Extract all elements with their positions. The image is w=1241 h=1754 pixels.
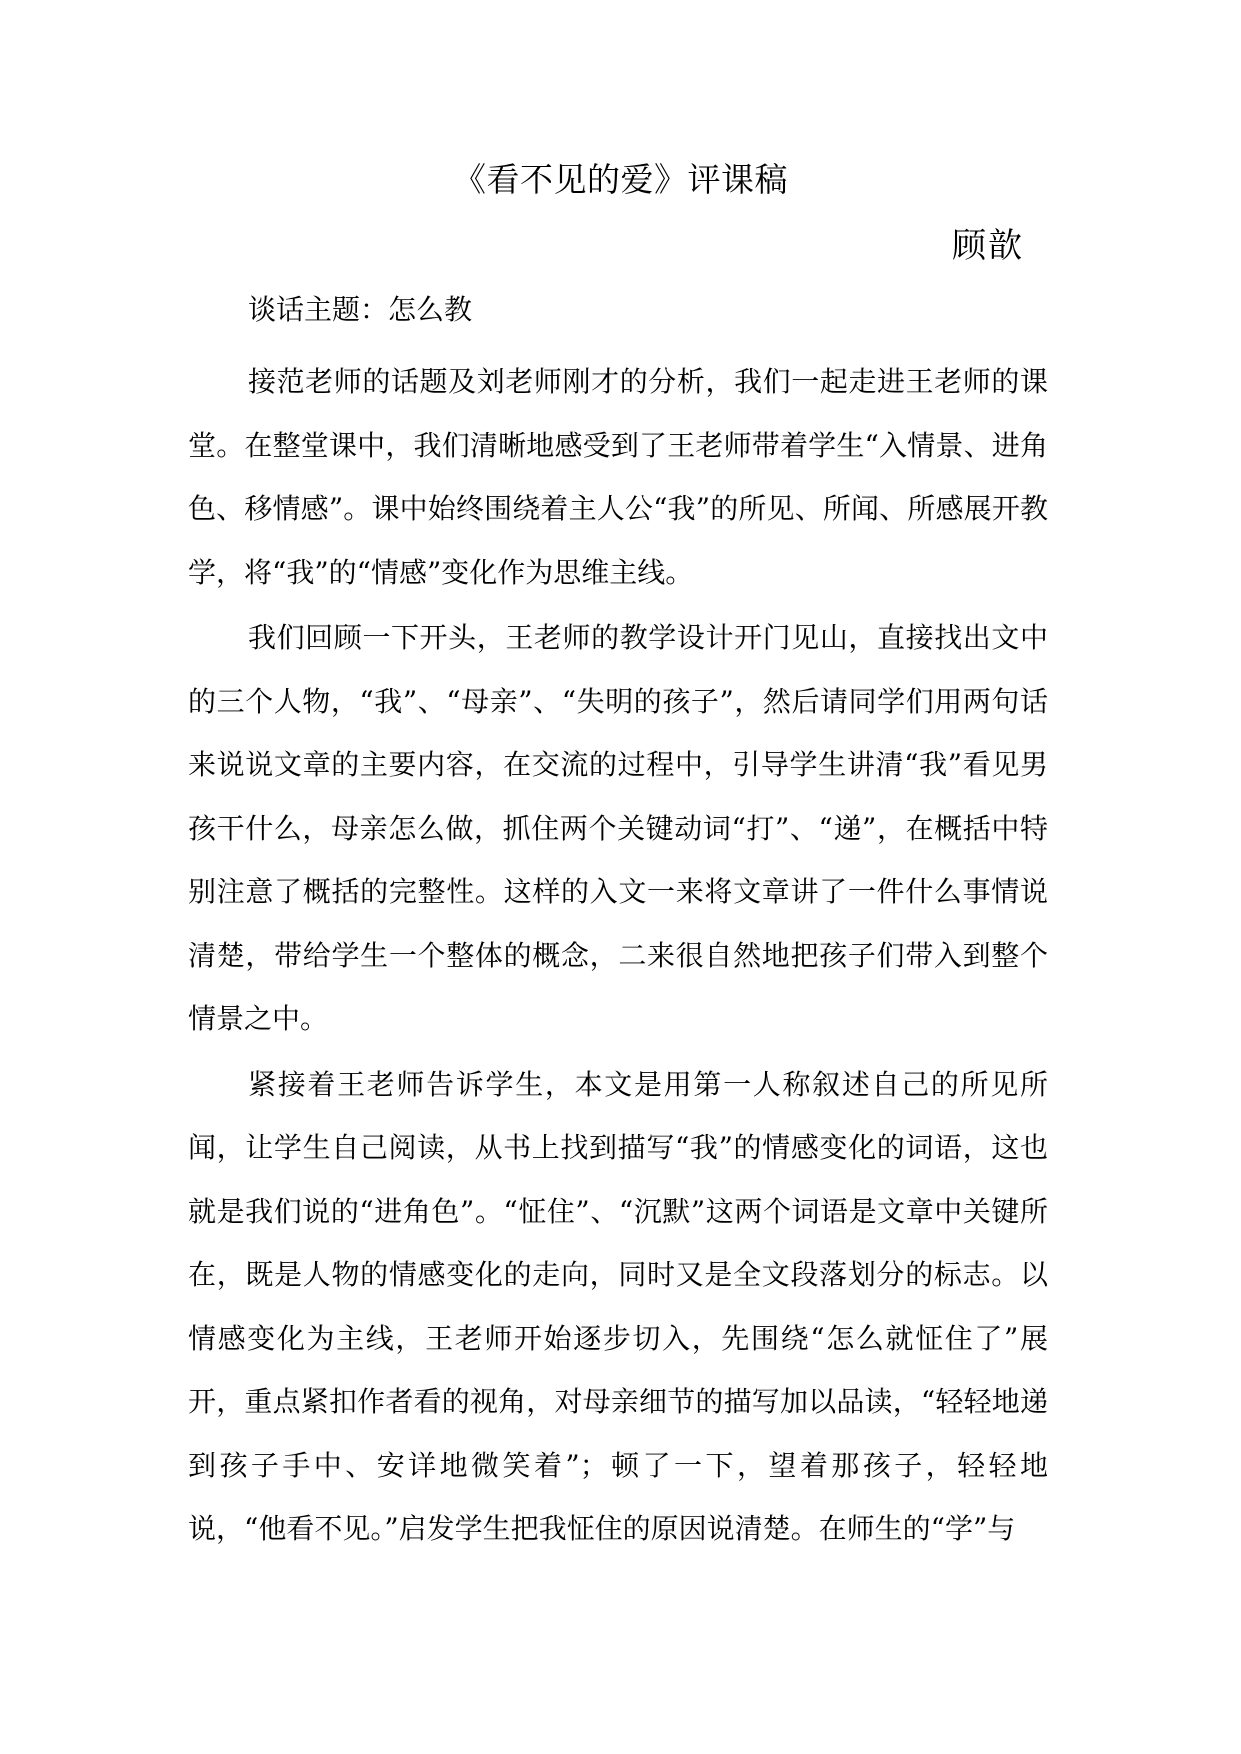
- document-title: 《看不见的爱》评课稿: [453, 160, 788, 199]
- document-body: [188, 350, 1048, 1563]
- discussion-topic: 谈话主题：怎么教: [248, 293, 473, 326]
- paragraph: 紧接着王老师告诉学生，本文是用第一人称叙述自己的所见所闻，让学生自己阅读，从书上找到描写“我”的情感变化的词语，这也就是我们说的“进角色”。“怔住”、“沉默”这两个词语是文章中关键所在，既是人物的情感变化的走向，同时又是全文段落划分的标志。以情感变化为主线，王老师开始逐步切入，先围绕“怎么就怔住了”展开，重点紧扣作者看的视角，对母亲细节的描写加以品读，“轻轻地递到孩子手中、安详地微笑着”；顿了一下，望着那孩子，轻轻地说，“他看不见。”启发学生把我怔住的原因说清楚。在师生的“学”与: [188, 1067, 1048, 1545]
- document-author: 顾歆: [952, 226, 1024, 266]
- paragraph: 我们回顾一下开头，王老师的教学设计开门见山，直接找出文中的三个人物，“我”、“母亲”、“失明的孩子”，然后请同学们用两句话来说说文章的主要内容，在交流的过程中，引导学生讲清“我”看见男孩干什么，母亲怎么做，抓住两个关键动词“打”、“递”，在概括中特别注意了概括的完整性。这样的入文一来将文章讲了一件什么事情说清楚，带给学生一个整体的概念，二来很自然地把孩子们带入到整个情景之中。: [188, 621, 1048, 1035]
- paragraph: 接范老师的话题及刘老师刚才的分析，我们一起走进王老师的课堂。在整堂课中，我们清晰地感受到了王老师带着学生“入情景、进角色、移情感”。课中始终围绕着主人公“我”的所见、所闻、所感展开教学，将“我”的“情感”变化作为思维主线。: [188, 365, 1048, 589]
